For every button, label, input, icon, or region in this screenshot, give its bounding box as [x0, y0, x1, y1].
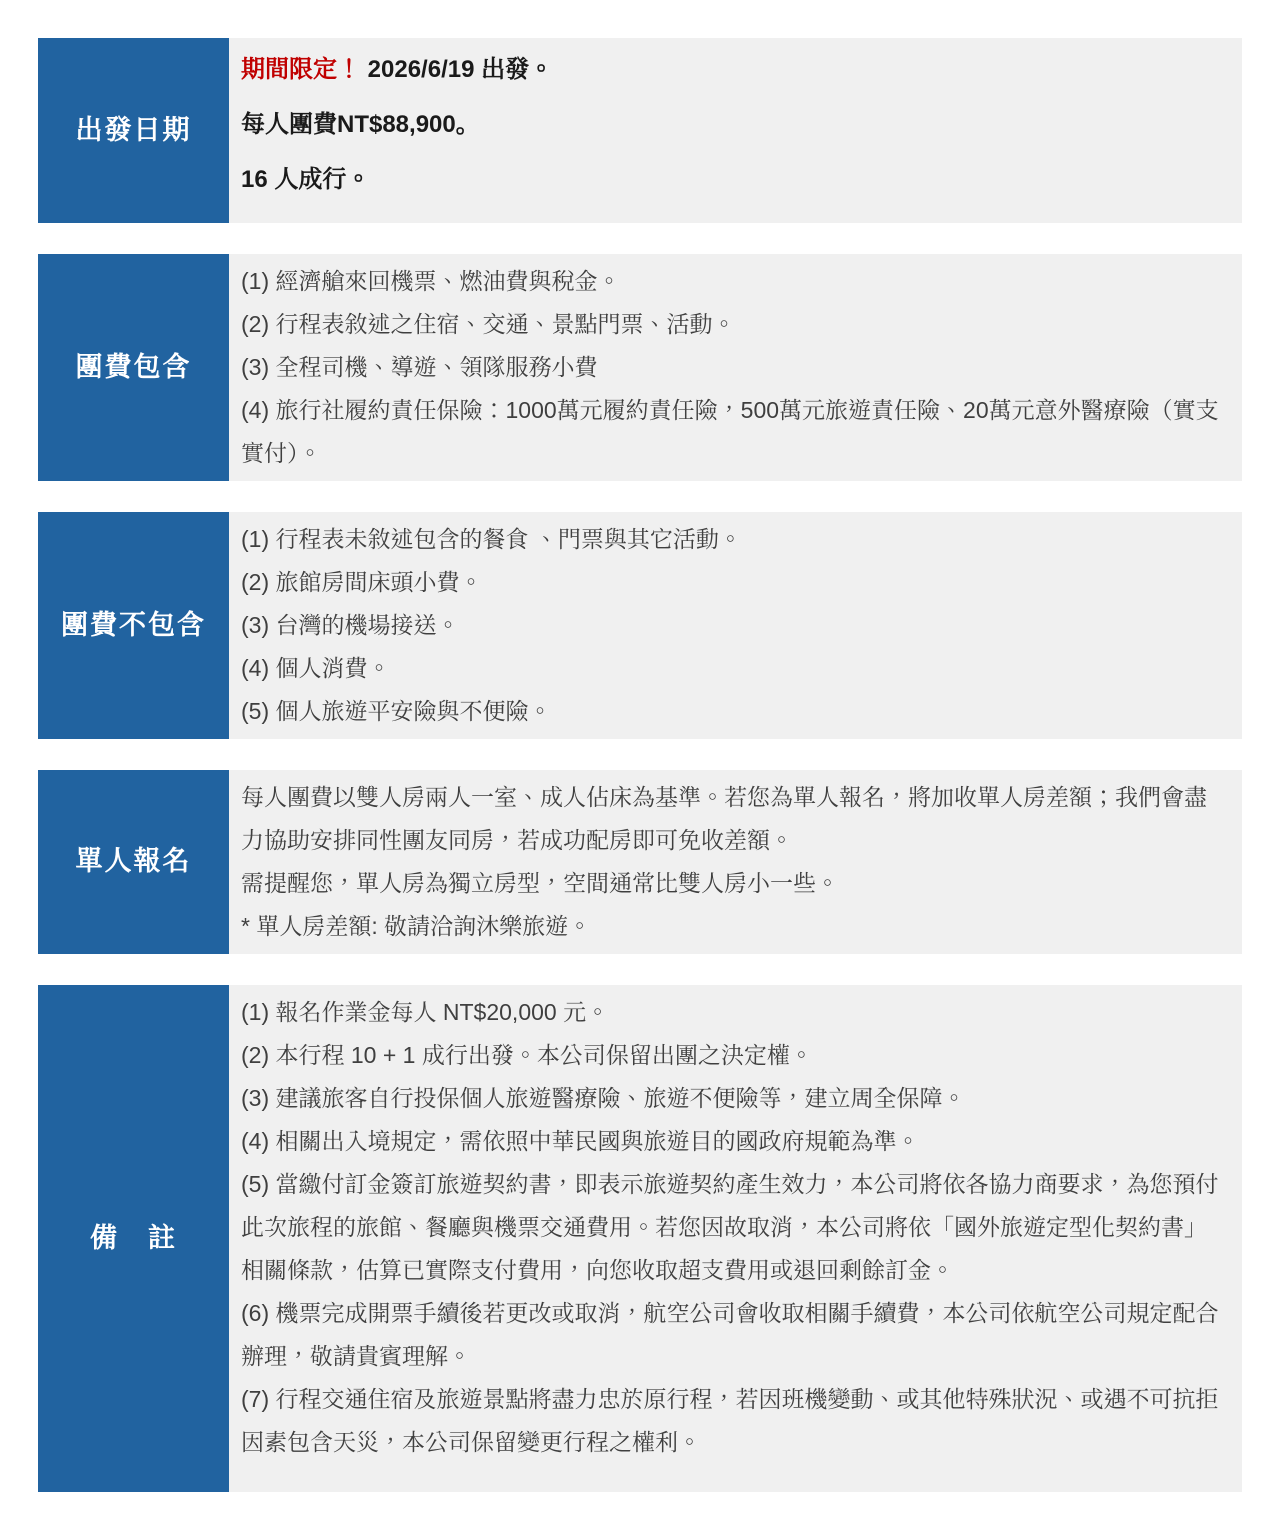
content-line	[241, 604, 1226, 647]
section-label-single-registration: 單人報名	[38, 770, 229, 954]
content-line	[241, 1163, 1226, 1292]
content-line	[241, 52, 1226, 88]
content-line	[241, 107, 1226, 143]
section-fee-excludes	[38, 512, 1242, 739]
line-text: (1) 行程表未敘述包含的餐食 、門票與其它活動。	[241, 526, 742, 552]
content-line	[241, 346, 1226, 389]
line-text: (3) 全程司機、導遊、領隊服務小費	[241, 354, 598, 380]
line-text: (5) 個人旅遊平安險與不便險。	[241, 698, 552, 724]
line-text: (2) 行程表敘述之住宿、交通、景點門票、活動。	[241, 311, 736, 337]
section-departure-date	[38, 38, 1242, 223]
section-label-fee-includes: 團費包含	[38, 254, 229, 481]
line-text: (3) 台灣的機場接送。	[241, 612, 460, 638]
line-text: (4) 個人消費。	[241, 655, 391, 681]
line-text: 16 人成行。	[241, 166, 371, 193]
line-text: 每人團費以雙人房兩人一室、成人佔床為基準。若您為單人報名，將加收單人房差額；我們會盡力協助安排同性團友同房，若成功配房即可免收差額。	[241, 784, 1207, 853]
content-line	[241, 389, 1226, 475]
content-line	[241, 1120, 1226, 1163]
section-notes	[38, 985, 1242, 1492]
content-line	[241, 905, 1226, 948]
content-line	[241, 518, 1226, 561]
line-text: (1) 經濟艙來回機票、燃油費與稅金。	[241, 268, 621, 294]
section-fee-includes	[38, 254, 1242, 481]
content-line	[241, 862, 1226, 905]
section-content-fee-includes	[229, 254, 1242, 481]
content-line	[241, 561, 1226, 604]
content-line	[241, 1378, 1226, 1464]
content-line	[241, 1034, 1226, 1077]
line-text: (4) 相關出入境規定，需依照中華民國與旅遊目的國政府規範為準。	[241, 1128, 920, 1154]
content-line	[241, 690, 1226, 733]
content-line	[241, 260, 1226, 303]
section-content-departure-date	[229, 38, 1242, 223]
limited-time-highlight: 期間限定！	[241, 56, 361, 83]
line-text: (2) 本行程 10 + 1 成行出發。本公司保留出團之決定權。	[241, 1042, 813, 1068]
section-content-notes	[229, 985, 1242, 1492]
content-line	[241, 162, 1226, 198]
line-text: (1) 報名作業金每人 NT$20,000 元。	[241, 999, 610, 1025]
section-label-notes: 備 註	[38, 985, 229, 1492]
content-line	[241, 1077, 1226, 1120]
section-content-fee-excludes	[229, 512, 1242, 739]
content-line	[241, 303, 1226, 346]
line-text: 2026/6/19 出發。	[361, 56, 554, 83]
section-label-fee-excludes: 團費不包含	[38, 512, 229, 739]
section-label-departure-date: 出發日期	[38, 38, 229, 223]
line-text: (2) 旅館房間床頭小費。	[241, 569, 483, 595]
content-line	[241, 1292, 1226, 1378]
line-text: (3) 建議旅客自行投保個人旅遊醫療險、旅遊不便險等，建立周全保障。	[241, 1085, 966, 1111]
line-text: 需提醒您，單人房為獨立房型，空間通常比雙人房小一些。	[241, 870, 839, 896]
line-text: * 單人房差額: 敬請洽詢沐樂旅遊。	[241, 913, 592, 939]
content-line	[241, 991, 1226, 1034]
line-text: 每人團費NT$88,900。	[241, 111, 480, 138]
line-text: (7) 行程交通住宿及旅遊景點將盡力忠於原行程，若因班機變動、或其他特殊狀況、或遇不可抗拒因素包含天災，本公司保留變更行程之權利。	[241, 1386, 1219, 1455]
section-content-single-registration	[229, 770, 1242, 954]
section-single-registration	[38, 770, 1242, 954]
line-text: (5) 當繳付訂金簽訂旅遊契約書，即表示旅遊契約產生效力，本公司將依各協力商要求，為您預付此次旅程的旅館、餐廳與機票交通費用。若您因故取消，本公司將依「國外旅遊定型化契約書」相關條款，估算已實際支付費用，向您收取超支費用或退回剩餘訂金。	[241, 1171, 1219, 1283]
line-text: (4) 旅行社履約責任保險：1000萬元履約責任險，500萬元旅遊責任險、20萬元意外醫療險（實支實付）。	[241, 397, 1219, 466]
content-line	[241, 776, 1226, 862]
line-text: (6) 機票完成開票手續後若更改或取消，航空公司會收取相關手續費，本公司依航空公司規定配合辦理，敬請貴賓理解。	[241, 1300, 1219, 1369]
content-line	[241, 647, 1226, 690]
